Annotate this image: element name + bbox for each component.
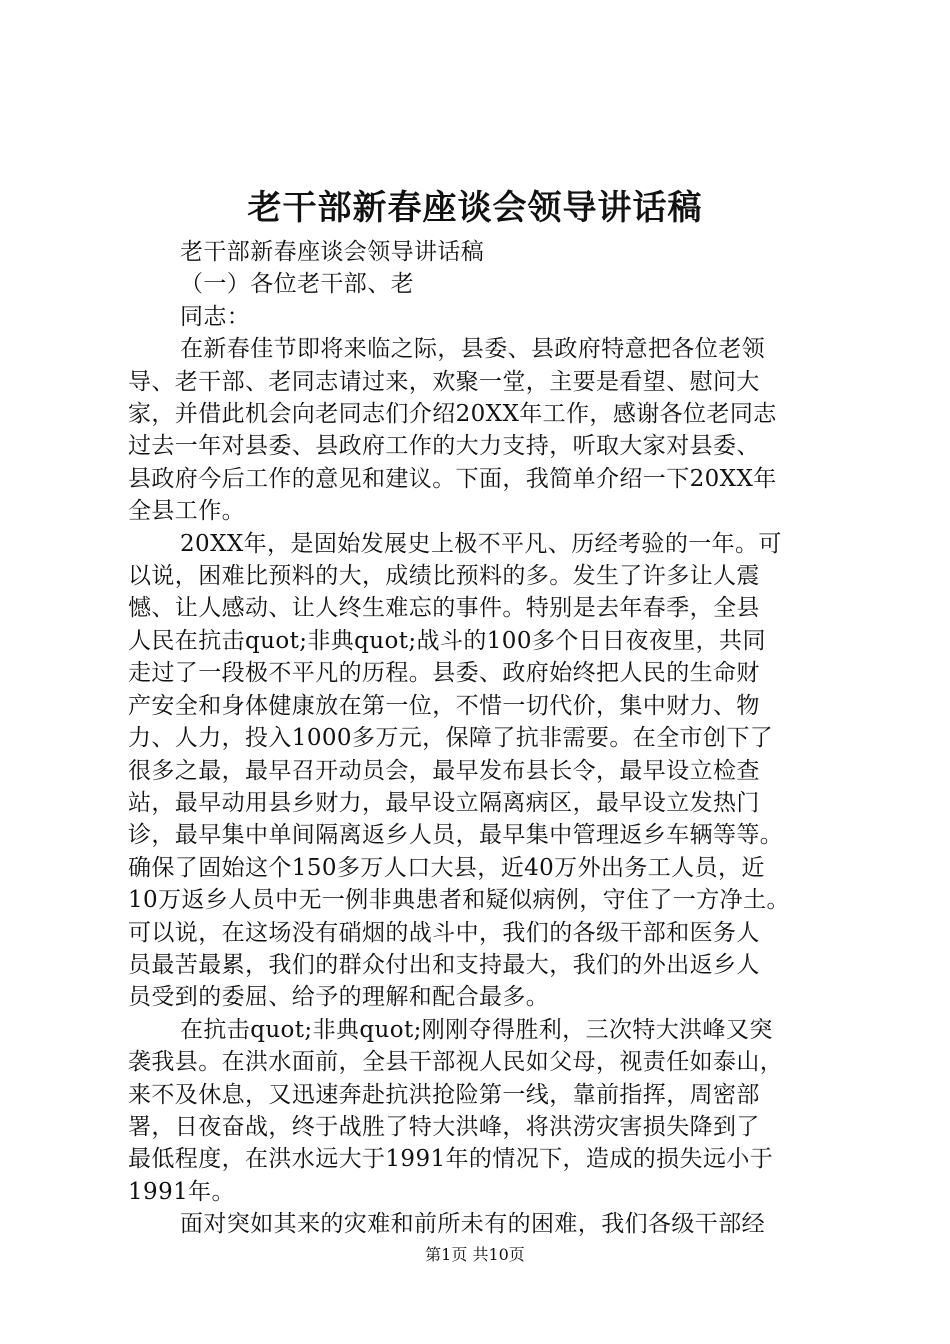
text-line: 全县工作。 <box>128 498 245 525</box>
text-line: 走过了一段极不平凡的历程。县委、政府始终把人民的生命财 <box>128 660 760 687</box>
text-line: （一）各位老干部、老 <box>180 271 414 298</box>
text-line: 可以说，在这场没有硝烟的战斗中，我们的各级干部和医务人 <box>128 919 760 946</box>
document-body <box>128 236 840 1241</box>
text-line: 确保了固始这个150多万人口大县，近40万外出务工人员，近 <box>128 854 765 881</box>
text-line: 面对突如其来的灾难和前所未有的困难，我们各级干部经 <box>180 1211 765 1238</box>
text-line: 过去一年对县委、县政府工作的大力支持，听取大家对县委、 <box>128 433 760 460</box>
text-line: 最低程度，在洪水远大于1991年的情况下，造成的损失远小于 <box>128 1146 774 1173</box>
text-line: 导、老干部、老同志请过来，欢聚一堂，主要是看望、慰问大 <box>128 368 760 395</box>
text-line: 人民在抗击quot;非典quot;战斗的100多个日日夜夜里，共同 <box>128 627 766 654</box>
text-line: 产安全和身体健康放在第一位，不惜一切代价，集中财力、物 <box>128 692 760 719</box>
text-line: 来不及休息，又迅速奔赴抗洪抢险第一线，靠前指挥，周密部 <box>128 1081 760 1108</box>
text-line: 1991年。 <box>128 1178 235 1205</box>
text-line: 袭我县。在洪水面前，全县干部视人民如父母，视责任如泰山， <box>128 1049 784 1076</box>
text-line: 在新春佳节即将来临之际，县委、县政府特意把各位老领 <box>180 336 765 363</box>
text-line: 署，日夜奋战，终于战胜了特大洪峰，将洪涝灾害损失降到了 <box>128 1113 760 1140</box>
text-line: 在抗击quot;非典quot;刚刚夺得胜利，三次特大洪峰又突 <box>180 1016 773 1043</box>
text-line: 县政府今后工作的意见和建议。下面，我简单介绍一下20XX年 <box>128 465 777 492</box>
text-line: 同志： <box>180 303 251 330</box>
document-title: 老干部新春座谈会领导讲话稿 <box>247 188 703 228</box>
text-line: 员受到的委屈、给予的理解和配合最多。 <box>128 984 550 1011</box>
text-line: 站，最早动用县乡财力，最早设立隔离病区，最早设立发热门 <box>128 789 760 816</box>
text-line: 力、人力，投入1000多万元，保障了抗非需要。在全市创下了 <box>128 725 774 752</box>
page-footer: 第1页 共10页 <box>425 1245 525 1264</box>
text-line: 10万返乡人员中无一例非典患者和疑似病例，守住了一方净土。 <box>128 887 790 914</box>
text-line: 20XX年，是固始发展史上极不平凡、历经考验的一年。可 <box>180 530 782 557</box>
text-line: 家，并借此机会向老同志们介绍20XX年工作，感谢各位老同志 <box>128 401 777 428</box>
text-line: 很多之最，最早召开动员会，最早发布县长令，最早设立检查 <box>128 757 760 784</box>
text-line: 员最苦最累，我们的群众付出和支持最大，我们的外出返乡人 <box>128 951 760 978</box>
text-line: 憾、让人感动、让人终生难忘的事件。特别是去年春季，全县 <box>128 595 760 622</box>
text-line: 诊，最早集中单间隔离返乡人员，最早集中管理返乡车辆等等。 <box>128 822 784 849</box>
text-line: 老干部新春座谈会领导讲话稿 <box>180 239 485 265</box>
text-line: 以说，困难比预料的大，成绩比预料的多。发生了许多让人震 <box>128 563 760 590</box>
